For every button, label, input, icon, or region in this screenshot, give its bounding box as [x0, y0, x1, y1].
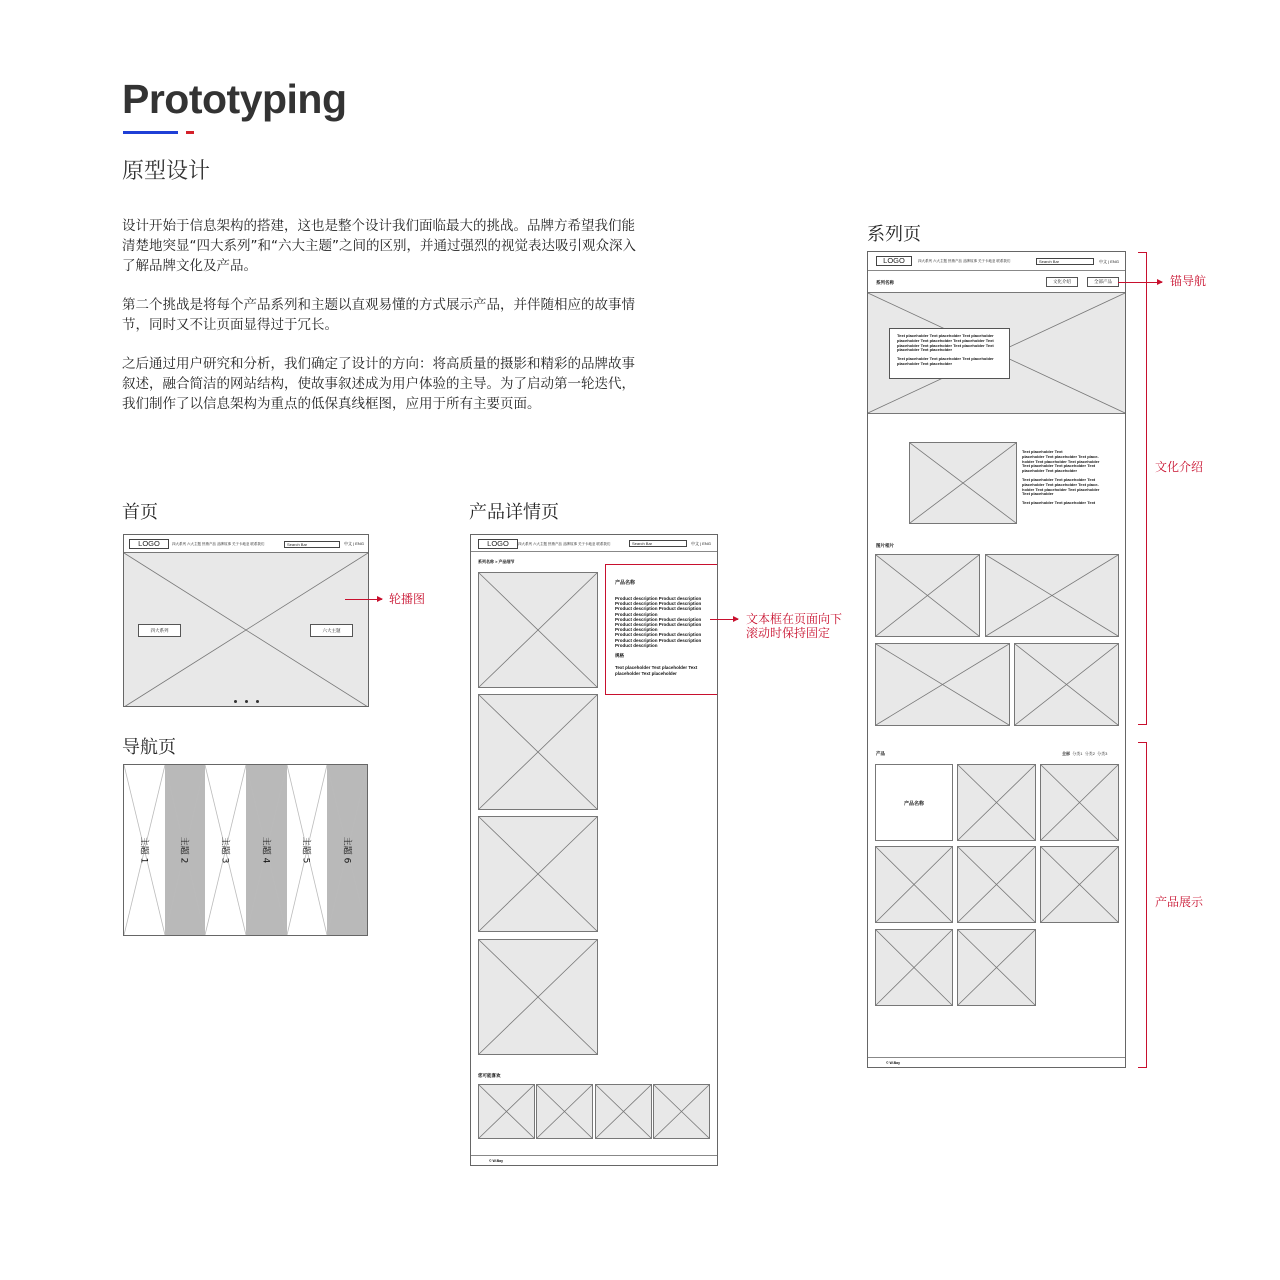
wf-footer: © W.Bay: [489, 1159, 504, 1163]
series-section-label: 系列页: [867, 224, 921, 245]
products-annotation: 产品展示: [1155, 895, 1204, 909]
product-card-highlight: 产品名称: [875, 764, 953, 841]
product-card: [875, 929, 953, 1006]
culture-annotation: 文化介绍: [1155, 460, 1204, 474]
home-wireframe: [123, 534, 369, 707]
product-card: [1040, 846, 1119, 923]
wf-lang-switch: 中文 | ENG: [1099, 259, 1119, 264]
sticky-annotation: 文本框在页面向下 滚动时保持固定: [746, 612, 843, 640]
related-product-1: [478, 1084, 535, 1139]
wf-logo: LOGO: [129, 539, 169, 549]
wf-nav-bar: 四大系列 六大主题 热销产品 品牌故事 关于卡地亚 联系我们: [518, 542, 611, 546]
hero-text-box: Text placeholder Text placeholder Text placeholder placeholder Text placeholder Text placeholder Text placeholder Text placeholder Text placeholder Text placeholder Text placeholder Text placeholder Text placeholder Text placeholder placeholder Text placeholder: [889, 328, 1010, 379]
wf-search-bar: Search Bar: [284, 541, 340, 548]
breadcrumb: 系列名称 > 产品细节: [478, 559, 515, 564]
gallery-image-3: [875, 643, 1010, 726]
culture-image: [909, 442, 1017, 524]
product-card: [1040, 764, 1119, 841]
product-description: Product description Product description Product description Product description Product description Product description Product description Product description Product description Product description Product description Product description Product description Product description Product description Product description Product description: [615, 596, 702, 648]
page-title: Prototyping: [122, 76, 347, 122]
product-image-3: [478, 816, 598, 932]
product-image-2: [478, 694, 598, 810]
theme-column-5: 主题 5: [287, 765, 327, 935]
intro-paragraph-2: 第二个挑战是将每个产品系列和主题以直观易懂的方式展示产品，并伴随相应的故事情节，同时又不让页面显得过于冗长。: [122, 297, 635, 333]
header-divider: [868, 270, 1125, 271]
related-product-3: [595, 1084, 652, 1139]
home-btn-four-series: 四大系列: [138, 624, 181, 637]
product-image-1: [478, 572, 598, 688]
wf-nav-bar: 四大系列 六大主题 热销产品 品牌故事 关于卡地亚 联系我们: [918, 259, 1011, 263]
related-products-label: 您可能喜欢: [478, 1073, 501, 1078]
anchor-annotation: 锚导航: [1170, 274, 1207, 288]
wf-nav-bar: 四大系列 六大主题 热销产品 品牌故事 关于卡地亚 联系我们: [172, 542, 265, 546]
wf-logo: LOGO: [876, 256, 912, 266]
product-card: [957, 764, 1036, 841]
sticky-annotation-arrow: [710, 619, 738, 620]
wf-lang-switch: 中文 | ENG: [344, 541, 364, 546]
products-label: 产品: [876, 751, 885, 756]
gallery-label: 图片相片: [876, 543, 894, 548]
title-underline-red: [186, 131, 194, 134]
wf-logo: LOGO: [478, 539, 518, 549]
navpage-wireframe: [123, 764, 368, 936]
carousel-annotation-arrow: [345, 599, 382, 600]
wf-lang-switch: 中文 | ENG: [691, 541, 711, 546]
anchor-annotation-arrow: [1118, 282, 1162, 283]
carousel-dot: [234, 700, 237, 703]
wf-search-bar: Search Bar: [629, 540, 687, 547]
header-divider: [471, 551, 717, 552]
title-underline-blue: [123, 131, 178, 134]
product-card: [957, 929, 1036, 1006]
footer-divider: [471, 1155, 717, 1156]
intro-paragraph-3: 之后通过用户研究和分析，我们确定了设计的方向：将高质量的摄影和精彩的品牌故事叙述，融合简洁的网站结构，使故事叙述成为用户体验的主导。为了启动第一轮迭代，我们制作了以信息架构为重点的低保真线框图，应用于所有主要页面。: [122, 356, 635, 412]
related-product-4: [653, 1084, 710, 1139]
carousel-dot: [256, 700, 259, 703]
product-image-4: [478, 939, 598, 1055]
navpage-section-label: 导航页: [122, 737, 176, 758]
gallery-image-4: [1014, 643, 1119, 726]
culture-brace: [1138, 252, 1147, 725]
product-card: [957, 846, 1036, 923]
home-btn-six-themes: 六大主题: [310, 624, 353, 637]
intro-paragraph-1: 设计开始于信息架构的搭建，这也是整个设计我们面临最大的挑战。品牌方希望我们能清楚地突显“四大系列”和“六大主题”之间的区别，并通过强烈的视觉表达吸引观众深入了解品牌文化及产品。: [122, 218, 636, 274]
series-page-title: 系列名称: [876, 280, 894, 285]
carousel-dot: [245, 700, 248, 703]
product-filters: 全部 分类1 分类2 分类3: [1062, 751, 1108, 756]
product-card: [875, 846, 953, 923]
gallery-image-2: [985, 554, 1119, 637]
sticky-info-box: [605, 564, 718, 695]
spec-text: Text placeholder Text placeholder Text: [615, 665, 698, 670]
home-section-label: 首页: [122, 502, 158, 523]
theme-column-6: 主题 6: [327, 765, 368, 935]
related-product-2: [536, 1084, 593, 1139]
theme-column-1: 主题 1: [124, 765, 165, 935]
culture-text: Text placeholder Text placeholder Text placeholder Text place- holder Text placeholder Text placeholder Text placeholder Text placeholder Text placeholder Text placeholder Text placeholder Text placeholder Text placeholder Text placeholder Text place- holder Text placeholder Text placeholder Text placeholder Text placeholder Text placeholder Text: [1022, 449, 1100, 506]
home-carousel-placeholder: [124, 552, 368, 707]
footer-divider: [868, 1057, 1125, 1058]
theme-column-3: 主题 3: [205, 765, 246, 935]
wf-search-bar: Search Bar: [1036, 258, 1094, 265]
theme-column-2: 主题 2: [165, 765, 205, 935]
series-hero-image: [868, 292, 1125, 414]
gallery-image-1: [875, 554, 980, 637]
products-brace: [1138, 742, 1147, 1068]
spec-label: 规格: [615, 653, 624, 658]
detail-wireframe: [470, 534, 718, 1166]
anchor-btn-culture: 文化介绍: [1046, 277, 1078, 287]
carousel-annotation: 轮播图: [389, 592, 426, 606]
detail-section-label: 产品详情页: [469, 502, 559, 523]
wf-footer: © W.Bay: [886, 1061, 901, 1065]
page-subtitle: 原型设计: [122, 159, 211, 184]
product-name: 产品名称: [615, 580, 636, 586]
theme-column-4: 主题 4: [246, 765, 287, 935]
anchor-btn-products: 全部产品: [1087, 277, 1119, 287]
spec-text: placeholder Text placeholder: [615, 671, 677, 676]
series-wireframe: [867, 251, 1126, 1068]
